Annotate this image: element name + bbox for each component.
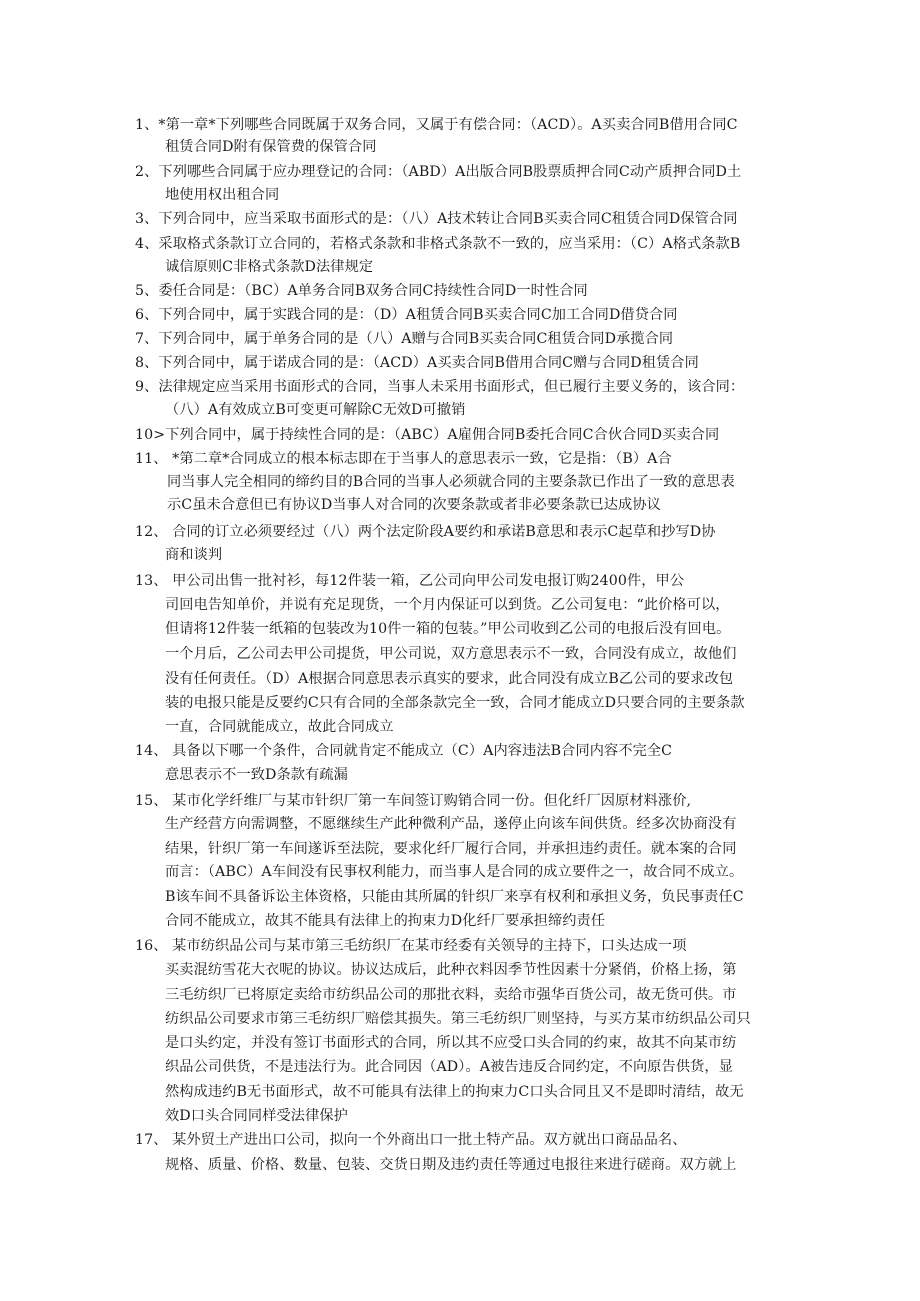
q16-line-5: 是口头约定，并没有签订书面形式的合同，所以其不应受口头合同的约束，故其不向某市纺	[165, 1035, 737, 1051]
q16-line-7: 然构成违约B无书面形式，故不可能具有法律上的拘束力C口头合同且又不是即时清结，故无	[165, 1084, 744, 1100]
q15-line-5: B该车间不具备诉讼主体资格，只能由其所属的针织厂来享有权利和承担义务，负民事责任C	[165, 889, 744, 905]
q12-line-2: 商和谈判	[165, 547, 223, 563]
q17-line-1: 17、 某外贸土产进出口公司，拟向一个外商出口一批土特产品。双方就出口商品品名、	[135, 1132, 687, 1148]
q13-line-7: 一直，合同就能成立，故此合同成立	[165, 719, 394, 735]
q9-line-2: （八）A有效成立B可变更可解除C无效D可撤销	[165, 402, 466, 418]
q4-line-2: 诚信原则C非格式条款D法律规定	[165, 259, 374, 275]
q6-line-1: 6、下列合同中，属于实践合同的是：（D）A租赁合同B买卖合同C加工合同D借贷合同	[135, 307, 678, 323]
q11-line-2: 同当事人完全相同的缔约目的B合同的当事人必须就合同的主要条款已作出了一致的意思表	[167, 474, 735, 490]
q15-line-2: 生产经营方向需调整，不愿继续生产此种微利产品，遂停止向该车间供货。经多次协商没有	[165, 816, 737, 832]
q8-line-1: 8、下列合同中，属于诺成合同的是：（ACD）A买卖合同B借用合同C赠与合同D租赁合同	[135, 355, 699, 371]
q16-line-2: 买卖混纺雪花大衣呢的协议。协议达成后，此种衣料因季节性因素十分紧俏，价格上扬，第	[165, 962, 737, 978]
q13-line-4: 一个月后，乙公司去甲公司提货，甲公司说，双方意思表示不一致，合同没有成立，故他们	[165, 646, 737, 662]
q5-line-1: 5、委任合同是：（BC）A单务合同B双务合同C持续性合同D一时性合同	[135, 283, 588, 299]
q7-line-1: 7、下列合同中，属于单务合同的是（八）A赠与合同B买卖合同C租赁合同D承揽合同	[135, 331, 674, 347]
q16-line-3: 三毛纺织厂已将原定卖给市纺织品公司的那批衣料，卖给市强华百货公司，故无货可供。市	[165, 987, 737, 1003]
q3-line-1: 3、下列合同中，应当采取书面形式的是：（八）A技术转让合同B买卖合同C租赁合同D保管合同	[135, 211, 738, 227]
q9-line-1: 9、法律规定应当采用书面形式的合同，当事人未采用书面形式，但已履行主要义务的，该合同：	[135, 379, 745, 395]
q12-line-1: 12、 合同的订立必须要经过（八）两个法定阶段A要约和承诺B意思和表示C起草和抄写D协	[135, 524, 716, 540]
q10-line-1: 10>下列合同中，属于持续性合同的是：（ABC）A雇佣合同B委托合同C合伙合同D买卖合同	[135, 427, 720, 443]
q17-line-2: 规格、质量、价格、数量、包装、交货日期及违约责任等通过电报往来进行磋商。双方就上	[165, 1157, 737, 1173]
q15-line-3: 结果，针织厂第一车间遂诉至法院，要求化纤厂履行合同，并承担违约责任。就本案的合同	[165, 841, 737, 857]
q4-line-1: 4、采取格式条款订立合同的，若格式条款和非格式条款不一致的，应当采用：（C）A格式条款B	[135, 236, 741, 252]
q15-line-1: 15、 某市化学纤维厂与某市针织厂第一车间签订购销合同一份。但化纤厂因原材料涨价,	[135, 793, 692, 809]
q14-line-1: 14、 具备以下哪一个条件，合同就肯定不能成立（C）A内容违法B合同内容不完全C	[135, 743, 673, 759]
q13-line-2: 司回电告知单价，并说有充足现货，一个月内保证可以到货。乙公司复电：“此价格可以，	[165, 597, 730, 613]
q1-line-1: 1、*第一章*下列哪些合同既属于双务合同，又属于有偿合同：（ACD）。A买卖合同B借用合同C	[135, 117, 738, 133]
q16-line-8: 效D口头合同同样受法律保护	[165, 1108, 348, 1124]
q1-line-2: 租赁合同D附有保管费的保管合同	[165, 139, 377, 155]
q2-line-1: 2、下列哪些合同属于应办理登记的合同：（ABD）A出版合同B股票质押合同C动产质押合同D土	[135, 164, 742, 180]
q13-line-3: 但请将12件装一纸箱的包装改为10件一箱的包装。”甲公司收到乙公司的电报后没有回电。	[165, 621, 731, 637]
q11-line-1: 11、 *第二章*合同成立的根本标志即在于当事人的意思表示一致，它是指：（B）A合	[135, 451, 672, 467]
q11-line-3: 示C虽未合意但已有协议D当事人对合同的次要条款或者非必要条款已达成协议	[167, 497, 661, 513]
q15-line-4: 而言：（ABC）A车间没有民事权利能力，而当事人是合同的成立要件之一，故合同不成立。	[165, 864, 744, 880]
q16-line-4: 纺织品公司要求市第三毛纺织厂赔偿其损失。第三毛纺织厂则坚持，与买方某市纺织品公司只	[165, 1011, 751, 1027]
q14-line-2: 意思表示不一致D条款有疏漏	[165, 767, 348, 783]
q13-line-1: 13、 甲公司出售一批衬衫，每12件装一箱，乙公司向甲公司发电报订购2400件，甲公	[135, 573, 685, 589]
q13-line-5: 没有任何责任。（D）A根据合同意思表示真实的要求，此合同没有成立B乙公司的要求改包	[165, 671, 734, 687]
q13-line-6: 装的电报只能是反要约C只有合同的全部条款完全一致，合同才能成立D只要合同的主要条款	[165, 695, 745, 711]
q2-line-2: 地使用权出租合同	[165, 187, 280, 203]
q15-line-6: 合同不能成立，故其不能具有法律上的拘束力D化纤厂要承担缔约责任	[165, 913, 606, 929]
q16-line-1: 16、 某市纺织品公司与某市第三毛纺织厂在某市经委有关领导的主持下，口头达成一项	[135, 938, 687, 954]
q16-line-6: 织品公司供货，不是违法行为。此合同因（AD）。A被告违反合同约定，不向原告供货，显	[165, 1059, 733, 1075]
